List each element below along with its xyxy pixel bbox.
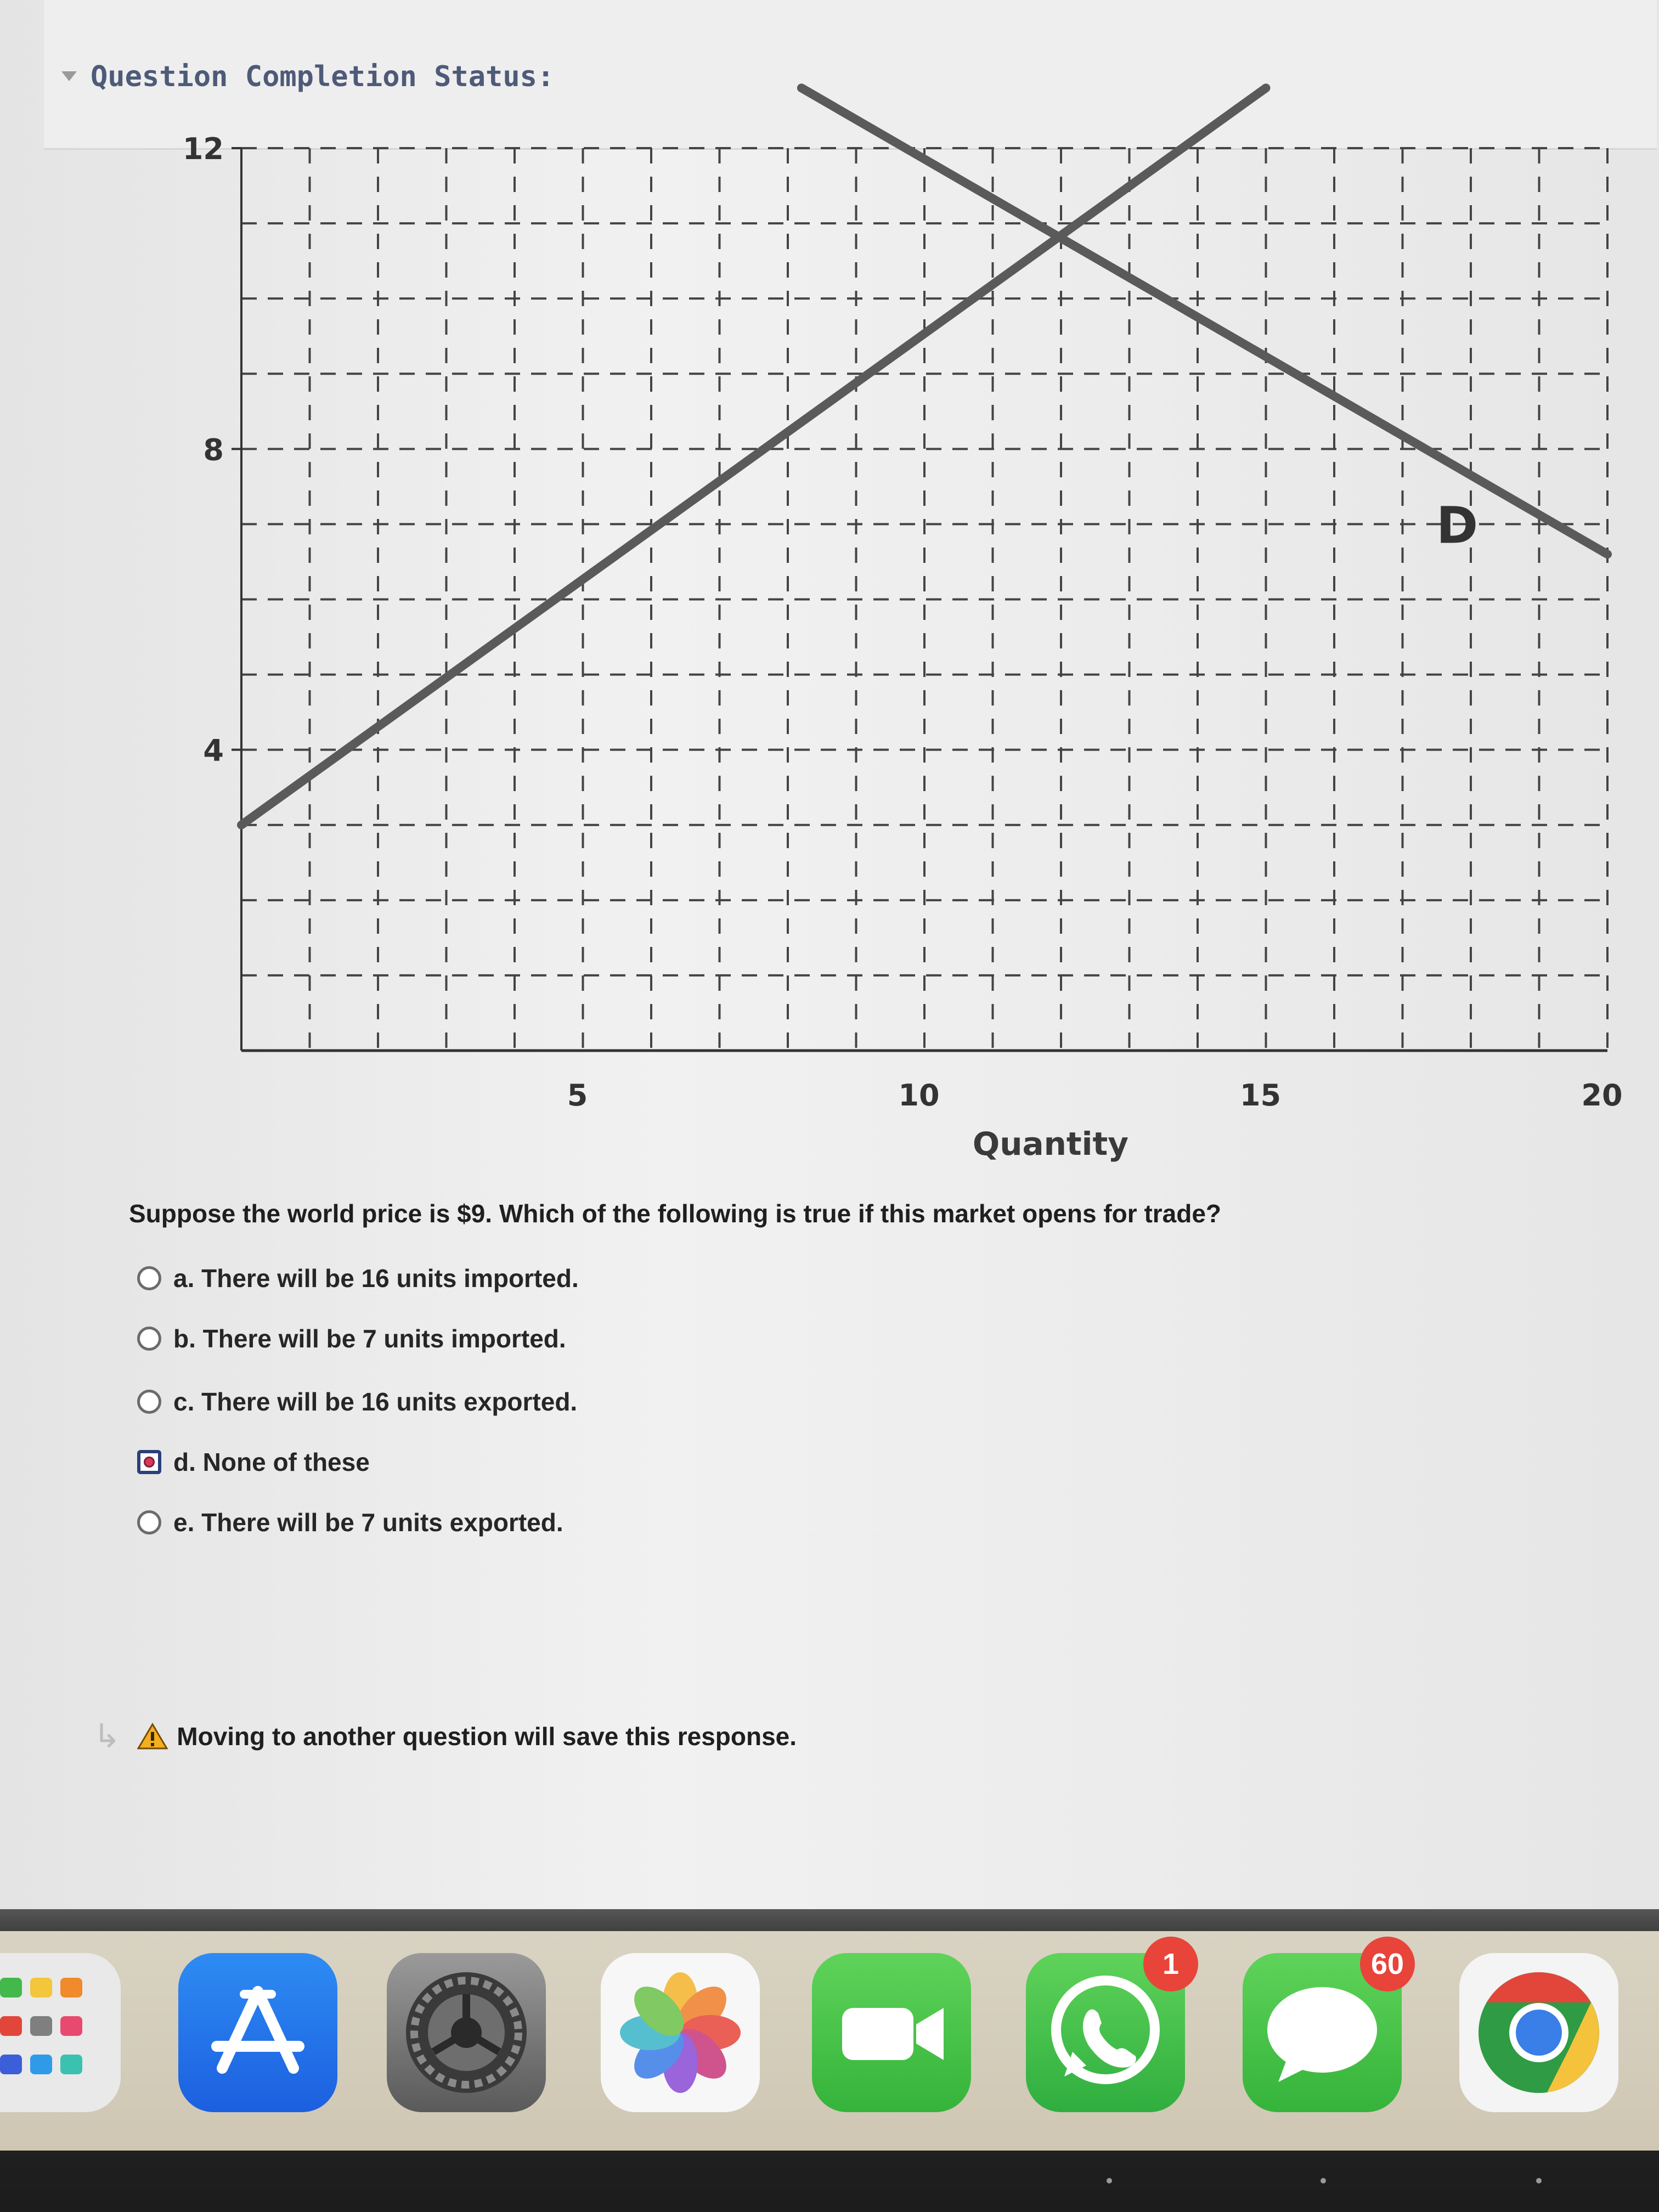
question-text: Suppose the world price is $9. Which of the following is true if this market opens for trade? <box>129 1199 1222 1228</box>
option-a-radio[interactable] <box>137 1266 161 1290</box>
option-d-label: d. None of these <box>173 1448 370 1476</box>
option-c[interactable] <box>137 1385 905 1418</box>
facetime-app[interactable] <box>812 1953 971 2112</box>
y-tick-label: 4 <box>203 733 224 768</box>
option-e[interactable] <box>137 1506 905 1539</box>
running-indicator-dot <box>1107 2178 1112 2183</box>
photos-flower-icon <box>601 1953 760 2112</box>
x-tick-label: 10 <box>898 1078 940 1113</box>
video-camera-icon <box>812 1953 971 2112</box>
messages-badge: 60 <box>1360 1937 1415 1991</box>
demand-curve-label: D <box>1436 496 1479 555</box>
running-indicator-dot <box>1536 2178 1542 2183</box>
warning-icon <box>137 1723 168 1750</box>
macos-dock <box>0 1909 1659 2212</box>
return-arrow-icon: ↳ <box>93 1718 121 1754</box>
messages-app[interactable] <box>1243 1948 1404 2112</box>
y-tick-label: 12 <box>182 132 224 166</box>
running-indicator-dot <box>1321 2178 1326 2183</box>
settings-gear-icon <box>387 1953 546 2112</box>
x-tick-label: 15 <box>1239 1078 1282 1113</box>
chart-grid <box>241 148 1607 1051</box>
option-b[interactable] <box>137 1322 905 1355</box>
option-a[interactable] <box>137 1262 905 1295</box>
x-tick-labels <box>567 1078 1623 1113</box>
launchpad-icon <box>0 1953 121 2112</box>
app-store-app[interactable] <box>178 1953 337 2112</box>
y-tick-labels <box>183 132 241 768</box>
chart-series <box>241 88 1607 825</box>
supply-curve-line <box>241 88 1266 825</box>
x-axis-label: Quantity <box>972 1125 1129 1163</box>
x-tick-label: 5 <box>567 1078 588 1113</box>
whatsapp-badge: 1 <box>1143 1937 1198 1991</box>
demand-curve-line <box>802 88 1607 554</box>
option-b-label: b. There will be 7 units imported. <box>173 1324 566 1353</box>
option-d[interactable] <box>137 1446 905 1479</box>
option-c-label: c. There will be 16 units exported. <box>173 1387 578 1416</box>
photos-app[interactable] <box>601 1953 760 2112</box>
option-e-label: e. There will be 7 units exported. <box>173 1508 563 1537</box>
option-a-label: a. There will be 16 units imported. <box>173 1264 579 1293</box>
launchpad-app[interactable] <box>0 1953 121 2112</box>
option-e-radio[interactable] <box>137 1510 161 1534</box>
system-settings-app[interactable] <box>387 1953 546 2112</box>
save-notice <box>93 1717 797 1756</box>
chrome-icon <box>1459 1953 1618 2112</box>
x-tick-label: 20 <box>1581 1078 1623 1113</box>
option-d-radio-selected[interactable] <box>137 1450 161 1474</box>
option-c-radio[interactable] <box>137 1390 161 1414</box>
question-completion-status[interactable]: Question Completion Status: <box>91 60 555 93</box>
y-tick-label: 8 <box>203 432 224 467</box>
chrome-app[interactable] <box>1459 1953 1618 2112</box>
whatsapp-app[interactable] <box>1026 1948 1185 2112</box>
app-store-icon <box>178 1953 337 2112</box>
save-notice-text: Moving to another question will save this response. <box>177 1722 797 1751</box>
option-b-radio[interactable] <box>137 1327 161 1351</box>
